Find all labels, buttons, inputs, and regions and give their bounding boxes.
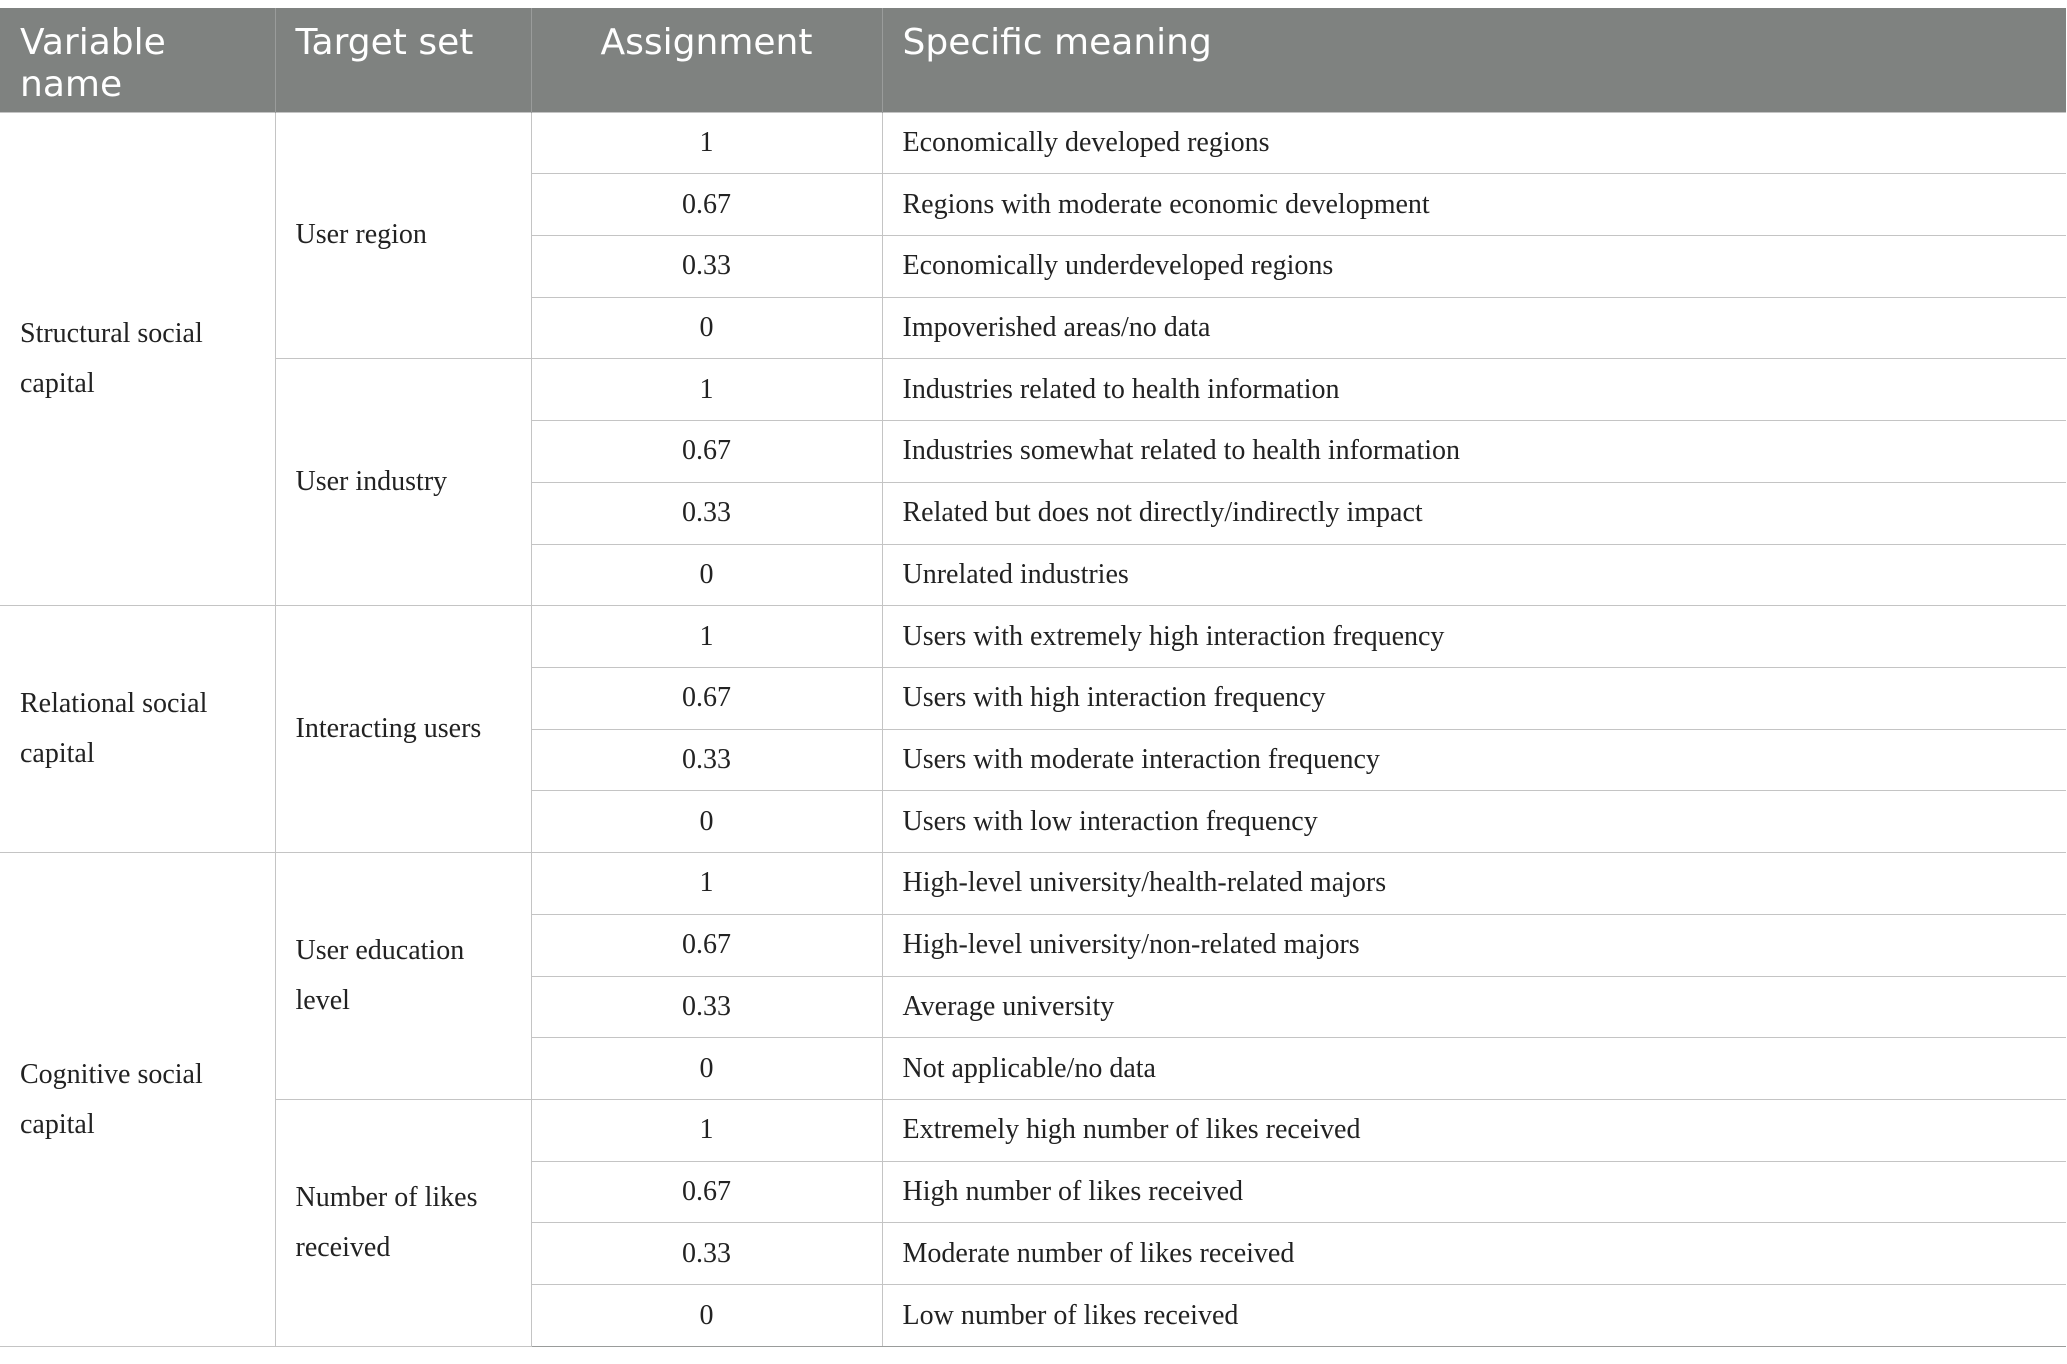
meaning-cell: Related but does not directly/indirectly impact — [882, 482, 2066, 544]
assignment-cell: 0.33 — [531, 482, 882, 544]
assignment-cell: 0.33 — [531, 1223, 882, 1285]
meaning-cell: High number of likes received — [882, 1161, 2066, 1223]
assignment-cell: 0.67 — [531, 914, 882, 976]
meaning-cell: Users with moderate interaction frequency — [882, 729, 2066, 791]
meaning-cell: Industries somewhat related to health information — [882, 421, 2066, 483]
assignment-cell: 0.67 — [531, 174, 882, 236]
variable-name-cell: Structural social capital — [0, 112, 275, 606]
meaning-cell: Not applicable/no data — [882, 1038, 2066, 1100]
table-row — [0, 1100, 2066, 1162]
assignment-cell: 0 — [531, 544, 882, 606]
meaning-cell: Economically developed regions — [882, 112, 2066, 174]
meaning-cell: Unrelated industries — [882, 544, 2066, 606]
target-set-cell: Number of likes received — [275, 1100, 531, 1347]
assignment-cell: 0.67 — [531, 1161, 882, 1223]
target-set-cell: Interacting users — [275, 606, 531, 853]
meaning-cell: Industries related to health information — [882, 359, 2066, 421]
meaning-cell: Moderate number of likes received — [882, 1223, 2066, 1285]
table-header-row — [0, 8, 2066, 112]
assignment-cell: 0.67 — [531, 421, 882, 483]
variable-name-cell: Relational social capital — [0, 606, 275, 853]
assignment-cell: 0 — [531, 1038, 882, 1100]
assignment-cell: 0.33 — [531, 976, 882, 1038]
meaning-cell: Users with high interaction frequency — [882, 667, 2066, 729]
assignment-cell: 0 — [531, 297, 882, 359]
target-set-cell: User region — [275, 112, 531, 359]
meaning-cell: Extremely high number of likes received — [882, 1100, 2066, 1162]
header-variable-name: Variable name — [0, 8, 275, 112]
meaning-cell: High-level university/non-related majors — [882, 914, 2066, 976]
meaning-cell: Regions with moderate economic development — [882, 174, 2066, 236]
assignment-cell: 0.33 — [531, 235, 882, 297]
table-row — [0, 112, 2066, 174]
variable-name-cell: Cognitive social capital — [0, 853, 275, 1347]
meaning-cell: Impoverished areas/no data — [882, 297, 2066, 359]
header-assignment: Assignment — [531, 8, 882, 112]
assignment-cell: 0 — [531, 791, 882, 853]
meaning-cell: Users with low interaction frequency — [882, 791, 2066, 853]
assignment-cell: 1 — [531, 606, 882, 668]
table-row — [0, 359, 2066, 421]
assignment-cell: 0 — [531, 1285, 882, 1347]
assignment-cell: 1 — [531, 1100, 882, 1162]
target-set-cell: User industry — [275, 359, 531, 606]
assignment-table — [0, 8, 2066, 1347]
header-specific-meaning: Specific meaning — [882, 8, 2066, 112]
meaning-cell: High-level university/health-related majors — [882, 853, 2066, 915]
assignment-cell: 1 — [531, 359, 882, 421]
assignment-cell: 1 — [531, 112, 882, 174]
meaning-cell: Low number of likes received — [882, 1285, 2066, 1347]
table-row — [0, 853, 2066, 915]
assignment-cell: 0.67 — [531, 667, 882, 729]
table-body — [0, 112, 2066, 1347]
header-target-set: Target set — [275, 8, 531, 112]
assignment-cell: 1 — [531, 853, 882, 915]
meaning-cell: Average university — [882, 976, 2066, 1038]
meaning-cell: Economically underdeveloped regions — [882, 235, 2066, 297]
target-set-cell: User education level — [275, 853, 531, 1100]
table-row — [0, 606, 2066, 668]
meaning-cell: Users with extremely high interaction frequency — [882, 606, 2066, 668]
assignment-cell: 0.33 — [531, 729, 882, 791]
